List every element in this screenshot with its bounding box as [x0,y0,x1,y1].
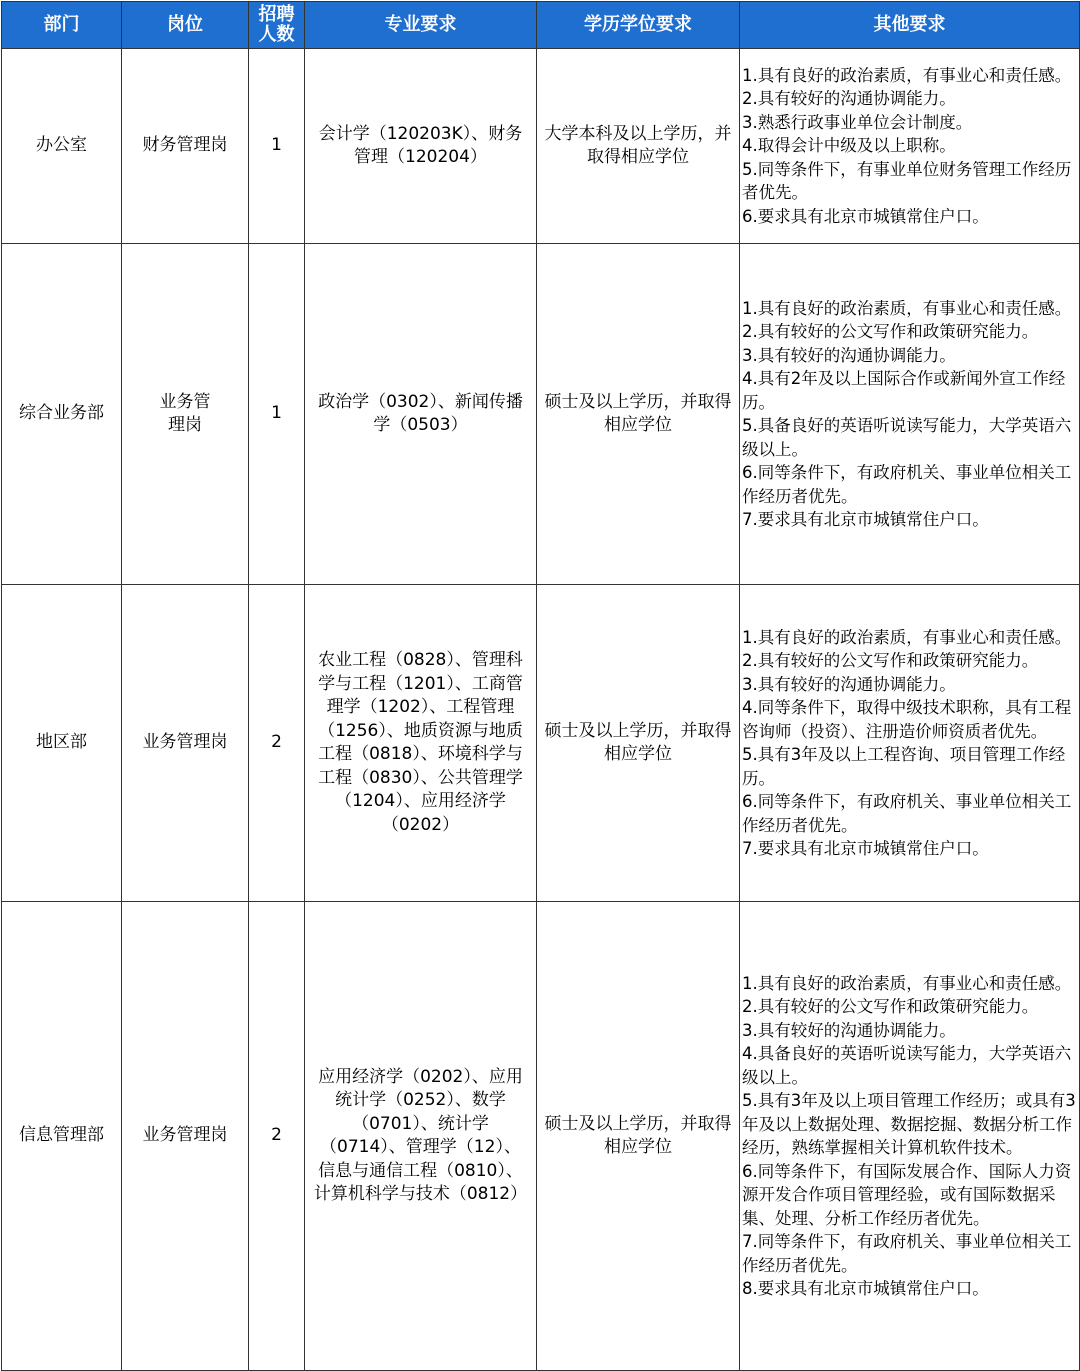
count-cell: 1 [249,244,305,585]
requirement-item: 7.要求具有北京市城镇常住户口。 [742,510,989,529]
table-row [2,49,1080,244]
table-row [2,902,1080,1371]
requirement-item: 6.同等条件下，有国际发展合作、国际人力资源开发合作项目管理经验，或有国际数据采集、处理、分析工作经历者优先。 [742,1161,1072,1228]
major-cell: 应用经济学（0202）、应用统计学（0252）、数学（0701）、统计学（0714）、管理学（12）、信息与通信工程（0810）、计算机科学与技术（0812） [305,902,537,1371]
position-cell: 财务管理岗 [122,49,249,244]
requirement-item: 4.同等条件下，取得中级技术职称，具有工程咨询师（投资）、注册造价师资质者优先。 [742,698,1072,741]
major-cell: 政治学（0302）、新闻传播学（0503） [305,244,537,585]
requirement-item: 5.具有3年及以上工程咨询、项目管理工作经历。 [742,745,1066,788]
requirement-item: 1.具有良好的政治素质，有事业心和责任感。 [742,973,1072,993]
header-education: 学历学位要求 [537,2,740,49]
education-cell: 硕士及以上学历，并取得相应学位 [537,585,740,902]
major-cell: 会计学（120203K）、财务管理（120204） [305,49,537,244]
requirement-item: 2.具有较好的公文写作和政策研究能力。 [742,322,1039,341]
position-cell: 业务管理岗 [122,244,249,585]
dept-cell: 综合业务部 [2,244,122,585]
requirement-item: 2.具有较好的沟通协调能力。 [742,89,956,109]
requirement-item: 5.具备良好的英语听说读写能力，大学英语六级以上。 [742,416,1072,459]
requirement-item: 4.具备良好的英语听说读写能力，大学英语六级以上。 [742,1044,1072,1087]
requirement-item: 3.具有较好的沟通协调能力。 [742,1020,956,1040]
other-requirements-cell [740,244,1080,585]
header-major: 专业要求 [305,2,537,49]
requirement-item: 7.要求具有北京市城镇常住户口。 [742,839,989,858]
count-cell: 2 [249,585,305,902]
count-cell: 2 [249,902,305,1371]
table-row [2,244,1080,585]
education-cell: 硕士及以上学历，并取得相应学位 [537,244,740,585]
header-position: 岗位 [122,2,249,49]
requirement-item: 7.同等条件下，有政府机关、事业单位相关工作经历者优先。 [742,1232,1072,1275]
requirement-item: 1.具有良好的政治素质，有事业心和责任感。 [742,65,1072,85]
requirement-item: 2.具有较好的公文写作和政策研究能力。 [742,997,1039,1016]
position-cell: 业务管理岗 [122,585,249,902]
header-other: 其他要求 [740,2,1080,49]
requirement-item: 4.取得会计中级及以上职称。 [742,136,956,156]
requirement-item: 3.具有较好的沟通协调能力。 [742,674,956,694]
requirement-item: 3.具有较好的沟通协调能力。 [742,345,956,365]
requirement-item: 4.具有2年及以上国际合作或新闻外宣工作经历。 [742,369,1066,412]
requirement-item: 5.具有3年及以上项目管理工作经历；或具有3年及以上数据处理、数据挖掘、数据分析工作经历，熟练掌握相关计算机软件技术。 [742,1091,1076,1157]
requirement-item: 1.具有良好的政治素质，有事业心和责任感。 [742,627,1072,647]
header-count: 招聘人数 [249,2,305,49]
recruitment-table [1,1,1080,1371]
requirement-item: 6.要求具有北京市城镇常住户口。 [742,206,989,226]
count-cell: 1 [249,49,305,244]
requirement-item: 5.同等条件下，有事业单位财务管理工作经历者优先。 [742,159,1072,203]
header-dept: 部门 [2,2,122,49]
other-requirements-cell [740,585,1080,902]
education-cell: 大学本科及以上学历，并取得相应学位 [537,49,740,244]
other-requirements-cell [740,902,1080,1371]
education-cell: 硕士及以上学历，并取得相应学位 [537,902,740,1371]
dept-cell: 办公室 [2,49,122,244]
dept-cell: 信息管理部 [2,902,122,1371]
table-header-row [2,2,1080,49]
major-cell: 农业工程（0828）、管理科学与工程（1201）、工商管理学（1202）、工程管理（1256）、地质资源与地质工程（0818）、环境科学与工程（0830）、公共管理学（1204）、应用经济学（0202） [305,585,537,902]
requirement-item: 1.具有良好的政治素质，有事业心和责任感。 [742,298,1072,318]
requirement-item: 2.具有较好的公文写作和政策研究能力。 [742,651,1039,670]
requirement-item: 6.同等条件下，有政府机关、事业单位相关工作经历者优先。 [742,463,1072,506]
position-cell: 业务管理岗 [122,902,249,1371]
requirement-item: 8.要求具有北京市城镇常住户口。 [742,1279,989,1298]
other-requirements-cell [740,49,1080,244]
requirement-item: 3.熟悉行政事业单位会计制度。 [742,112,973,132]
dept-cell: 地区部 [2,585,122,902]
requirement-item: 6.同等条件下，有政府机关、事业单位相关工作经历者优先。 [742,792,1072,835]
table-row [2,585,1080,902]
